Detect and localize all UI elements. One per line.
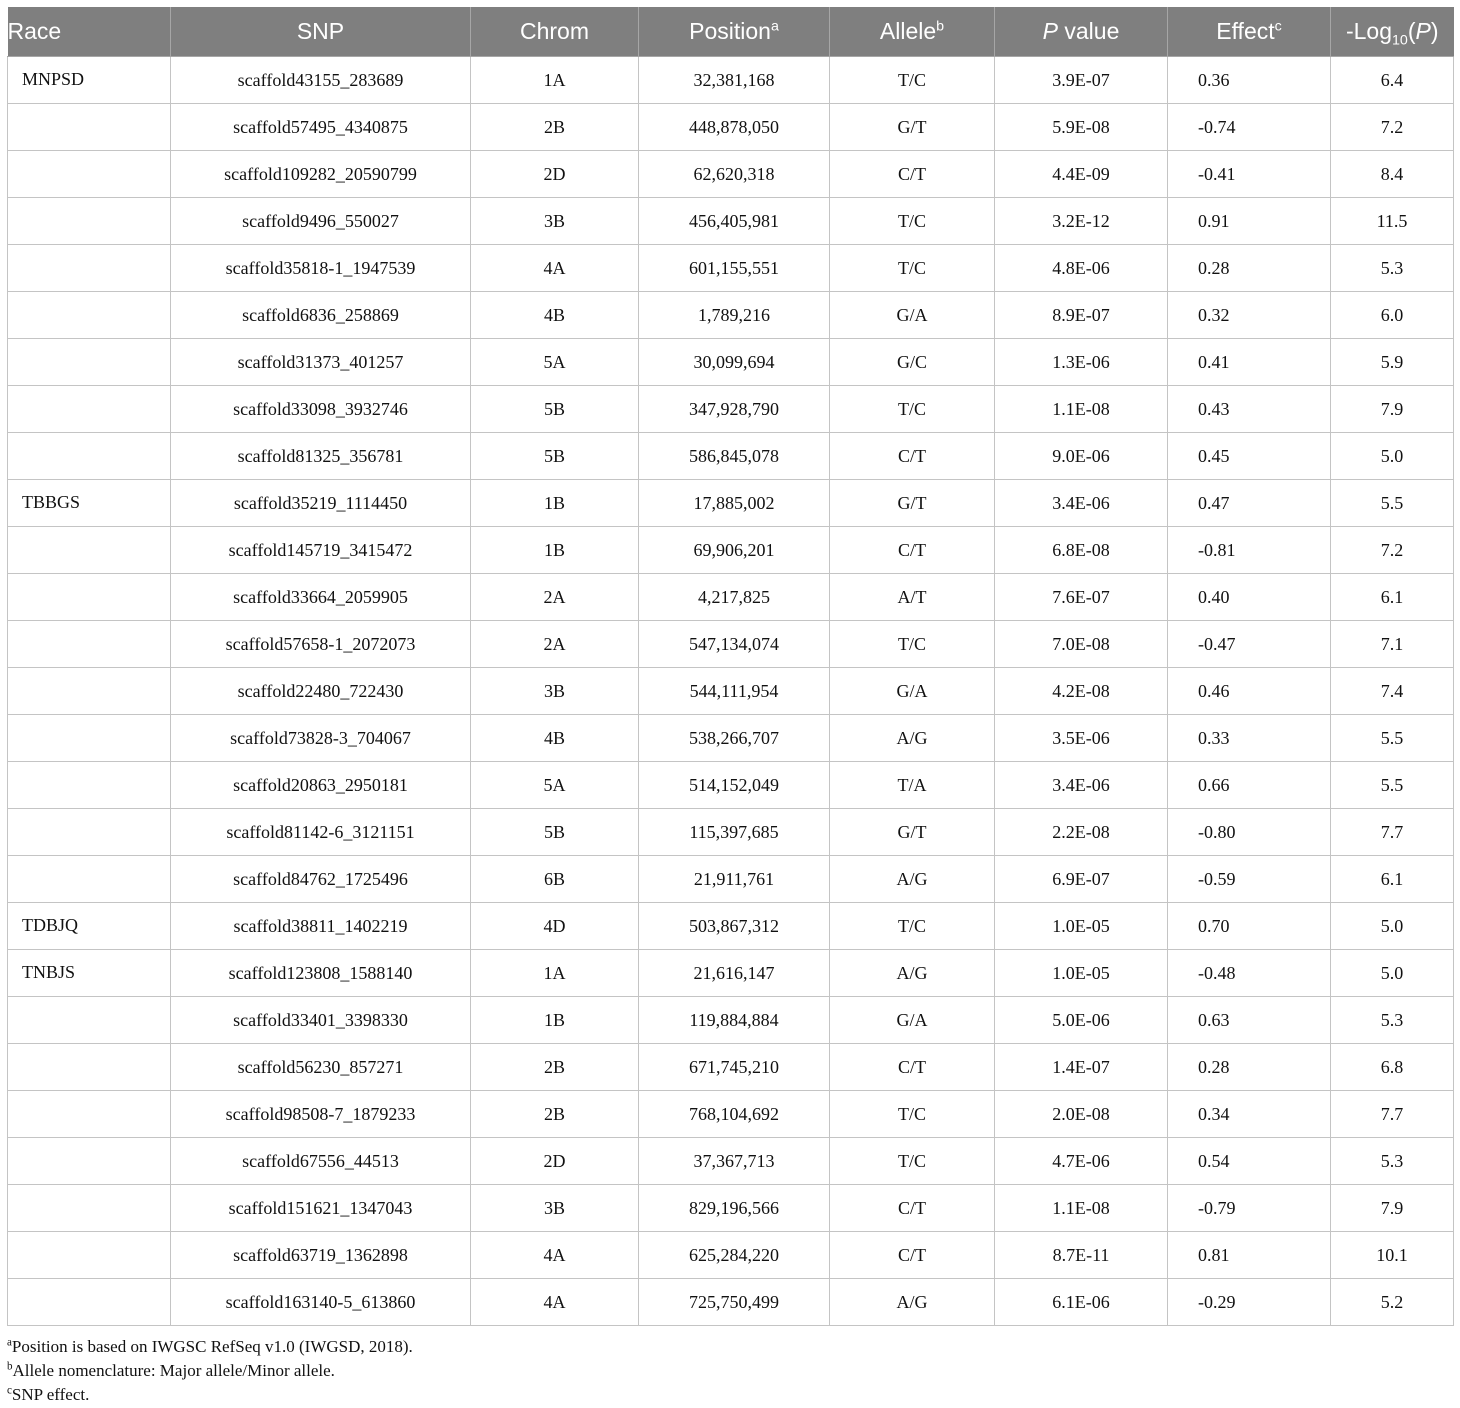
cell-race <box>8 668 171 715</box>
cell-snp: scaffold145719_3415472 <box>171 527 471 574</box>
cell-effect: -0.29 <box>1168 1279 1331 1326</box>
cell-race <box>8 574 171 621</box>
cell-effect: 0.36 <box>1168 57 1331 104</box>
cell-neg-log10-p: 6.1 <box>1331 856 1454 903</box>
cell-allele: T/C <box>830 198 995 245</box>
table-row <box>8 527 1454 574</box>
cell-race <box>8 245 171 292</box>
cell-effect: -0.59 <box>1168 856 1331 903</box>
header-allele: Allele$^b$ <box>830 7 995 57</box>
cell-effect: -0.41 <box>1168 151 1331 198</box>
cell-position: 601,155,551 <box>639 245 830 292</box>
cell-pvalue: 2.2E-08 <box>995 809 1168 856</box>
cell-snp: scaffold57495_4340875 <box>171 104 471 151</box>
cell-allele: C/T <box>830 1185 995 1232</box>
cell-chrom: 4B <box>471 715 639 762</box>
cell-neg-log10-p: 5.3 <box>1331 997 1454 1044</box>
cell-effect: 0.54 <box>1168 1138 1331 1185</box>
cell-snp: scaffold33401_3398330 <box>171 997 471 1044</box>
table-row <box>8 339 1454 386</box>
cell-race: TBBGS <box>8 480 171 527</box>
cell-snp: scaffold33098_3932746 <box>171 386 471 433</box>
cell-chrom: 3B <box>471 1185 639 1232</box>
cell-effect: 0.40 <box>1168 574 1331 621</box>
cell-allele: C/T <box>830 527 995 574</box>
cell-neg-log10-p: 11.5 <box>1331 198 1454 245</box>
cell-pvalue: 4.4E-09 <box>995 151 1168 198</box>
cell-neg-log10-p: 5.2 <box>1331 1279 1454 1326</box>
cell-snp: scaffold98508-7_1879233 <box>171 1091 471 1138</box>
cell-position: 768,104,692 <box>639 1091 830 1138</box>
cell-neg-log10-p: 7.2 <box>1331 527 1454 574</box>
cell-pvalue: 3.5E-06 <box>995 715 1168 762</box>
table-body <box>8 57 1454 1326</box>
cell-race <box>8 1091 171 1138</box>
cell-pvalue: 8.9E-07 <box>995 292 1168 339</box>
cell-position: 17,885,002 <box>639 480 830 527</box>
table-row <box>8 1138 1454 1185</box>
header-chrom: Chrom <box>471 7 639 57</box>
cell-neg-log10-p: 5.0 <box>1331 433 1454 480</box>
cell-chrom: 2B <box>471 104 639 151</box>
table-row <box>8 245 1454 292</box>
cell-race <box>8 1185 171 1232</box>
cell-neg-log10-p: 7.2 <box>1331 104 1454 151</box>
table-row <box>8 574 1454 621</box>
cell-chrom: 2D <box>471 1138 639 1185</box>
cell-race <box>8 433 171 480</box>
cell-race <box>8 527 171 574</box>
cell-pvalue: 9.0E-06 <box>995 433 1168 480</box>
cell-chrom: 2A <box>471 621 639 668</box>
cell-position: 115,397,685 <box>639 809 830 856</box>
cell-allele: T/C <box>830 57 995 104</box>
cell-pvalue: 5.9E-08 <box>995 104 1168 151</box>
cell-snp: scaffold123808_1588140 <box>171 950 471 997</box>
cell-effect: -0.47 <box>1168 621 1331 668</box>
cell-position: 503,867,312 <box>639 903 830 950</box>
table-row <box>8 1279 1454 1326</box>
table-row <box>8 1232 1454 1279</box>
cell-pvalue: 1.0E-05 <box>995 903 1168 950</box>
cell-chrom: 4D <box>471 903 639 950</box>
table-row <box>8 1091 1454 1138</box>
cell-pvalue: 7.6E-07 <box>995 574 1168 621</box>
cell-effect: -0.74 <box>1168 104 1331 151</box>
cell-neg-log10-p: 7.7 <box>1331 1091 1454 1138</box>
cell-position: 586,845,078 <box>639 433 830 480</box>
cell-snp: scaffold81142-6_3121151 <box>171 809 471 856</box>
cell-neg-log10-p: 7.1 <box>1331 621 1454 668</box>
cell-position: 538,266,707 <box>639 715 830 762</box>
cell-allele: G/A <box>830 997 995 1044</box>
cell-chrom: 2B <box>471 1091 639 1138</box>
table-row <box>8 715 1454 762</box>
cell-chrom: 4A <box>471 1279 639 1326</box>
cell-race: TDBJQ <box>8 903 171 950</box>
cell-effect: 0.28 <box>1168 245 1331 292</box>
header-race: Race <box>8 7 171 57</box>
footnotes <box>7 1335 413 1407</box>
table-row <box>8 903 1454 950</box>
header-snp: SNP <box>171 7 471 57</box>
cell-allele: G/T <box>830 809 995 856</box>
cell-allele: T/C <box>830 1091 995 1138</box>
cell-position: 456,405,981 <box>639 198 830 245</box>
cell-chrom: 1B <box>471 997 639 1044</box>
cell-chrom: 4A <box>471 1232 639 1279</box>
cell-snp: scaffold38811_1402219 <box>171 903 471 950</box>
cell-snp: scaffold20863_2950181 <box>171 762 471 809</box>
cell-neg-log10-p: 5.9 <box>1331 339 1454 386</box>
cell-position: 37,367,713 <box>639 1138 830 1185</box>
table-row <box>8 762 1454 809</box>
cell-pvalue: 6.9E-07 <box>995 856 1168 903</box>
cell-neg-log10-p: 7.4 <box>1331 668 1454 715</box>
cell-race <box>8 292 171 339</box>
cell-chrom: 5B <box>471 433 639 480</box>
cell-chrom: 1A <box>471 57 639 104</box>
cell-position: 547,134,074 <box>639 621 830 668</box>
cell-chrom: 5B <box>471 809 639 856</box>
header-pvalue: P value <box>995 7 1168 57</box>
table-row <box>8 386 1454 433</box>
cell-race <box>8 809 171 856</box>
cell-allele: A/G <box>830 856 995 903</box>
cell-allele: G/A <box>830 668 995 715</box>
cell-snp: scaffold81325_356781 <box>171 433 471 480</box>
cell-chrom: 3B <box>471 198 639 245</box>
header-row <box>8 7 1454 57</box>
cell-pvalue: 3.4E-06 <box>995 762 1168 809</box>
cell-allele: C/T <box>830 433 995 480</box>
cell-allele: A/T <box>830 574 995 621</box>
cell-effect: 0.63 <box>1168 997 1331 1044</box>
cell-effect: 0.41 <box>1168 339 1331 386</box>
cell-effect: 0.32 <box>1168 292 1331 339</box>
table-row <box>8 198 1454 245</box>
cell-chrom: 5A <box>471 339 639 386</box>
cell-race <box>8 715 171 762</box>
cell-pvalue: 3.2E-12 <box>995 198 1168 245</box>
cell-position: 32,381,168 <box>639 57 830 104</box>
cell-position: 21,911,761 <box>639 856 830 903</box>
cell-race <box>8 621 171 668</box>
cell-position: 544,111,954 <box>639 668 830 715</box>
cell-allele: A/G <box>830 1279 995 1326</box>
cell-chrom: 3B <box>471 668 639 715</box>
cell-neg-log10-p: 10.1 <box>1331 1232 1454 1279</box>
cell-position: 829,196,566 <box>639 1185 830 1232</box>
cell-neg-log10-p: 5.5 <box>1331 715 1454 762</box>
cell-allele: T/C <box>830 1138 995 1185</box>
header-position: Position$^a$ <box>639 7 830 57</box>
cell-chrom: 4A <box>471 245 639 292</box>
cell-race: TNBJS <box>8 950 171 997</box>
cell-chrom: 5B <box>471 386 639 433</box>
cell-snp: scaffold63719_1362898 <box>171 1232 471 1279</box>
cell-allele: T/C <box>830 386 995 433</box>
footnote-b: $^b$Allele nomenclature: Major allele/Minor allele. <box>7 1360 335 1380</box>
cell-position: 62,620,318 <box>639 151 830 198</box>
cell-race: MNPSD <box>8 57 171 104</box>
cell-pvalue: 1.1E-08 <box>995 386 1168 433</box>
table-row <box>8 433 1454 480</box>
cell-position: 514,152,049 <box>639 762 830 809</box>
cell-pvalue: 8.7E-11 <box>995 1232 1168 1279</box>
table-row <box>8 292 1454 339</box>
footnote-c: $^c$SNP effect. <box>7 1384 90 1404</box>
table-row <box>8 1044 1454 1091</box>
cell-chrom: 2A <box>471 574 639 621</box>
header-effect: Effect$^c$ <box>1168 7 1331 57</box>
cell-snp: scaffold109282_20590799 <box>171 151 471 198</box>
cell-effect: 0.33 <box>1168 715 1331 762</box>
cell-race <box>8 856 171 903</box>
cell-position: 448,878,050 <box>639 104 830 151</box>
snp-results-table <box>7 7 1454 1326</box>
table-row <box>8 104 1454 151</box>
cell-neg-log10-p: 5.0 <box>1331 950 1454 997</box>
cell-allele: A/G <box>830 950 995 997</box>
cell-pvalue: 4.7E-06 <box>995 1138 1168 1185</box>
cell-neg-log10-p: 7.7 <box>1331 809 1454 856</box>
cell-race <box>8 1232 171 1279</box>
cell-snp: scaffold151621_1347043 <box>171 1185 471 1232</box>
table-row <box>8 997 1454 1044</box>
cell-effect: 0.28 <box>1168 1044 1331 1091</box>
cell-position: 725,750,499 <box>639 1279 830 1326</box>
table-row <box>8 621 1454 668</box>
cell-neg-log10-p: 5.0 <box>1331 903 1454 950</box>
cell-snp: scaffold6836_258869 <box>171 292 471 339</box>
cell-snp: scaffold9496_550027 <box>171 198 471 245</box>
cell-snp: scaffold35219_1114450 <box>171 480 471 527</box>
cell-race <box>8 198 171 245</box>
table-row <box>8 1185 1454 1232</box>
cell-neg-log10-p: 6.8 <box>1331 1044 1454 1091</box>
table-row <box>8 809 1454 856</box>
cell-allele: C/T <box>830 1044 995 1091</box>
cell-snp: scaffold67556_44513 <box>171 1138 471 1185</box>
cell-neg-log10-p: 5.5 <box>1331 762 1454 809</box>
cell-snp: scaffold31373_401257 <box>171 339 471 386</box>
cell-allele: T/C <box>830 245 995 292</box>
cell-race <box>8 762 171 809</box>
cell-pvalue: 4.8E-06 <box>995 245 1168 292</box>
cell-pvalue: 3.9E-07 <box>995 57 1168 104</box>
cell-neg-log10-p: 7.9 <box>1331 1185 1454 1232</box>
cell-neg-log10-p: 6.4 <box>1331 57 1454 104</box>
cell-chrom: 2B <box>471 1044 639 1091</box>
cell-snp: scaffold84762_1725496 <box>171 856 471 903</box>
cell-effect: 0.45 <box>1168 433 1331 480</box>
cell-effect: 0.91 <box>1168 198 1331 245</box>
cell-pvalue: 1.3E-06 <box>995 339 1168 386</box>
cell-chrom: 1B <box>471 480 639 527</box>
cell-pvalue: 2.0E-08 <box>995 1091 1168 1138</box>
cell-effect: -0.48 <box>1168 950 1331 997</box>
cell-pvalue: 6.1E-06 <box>995 1279 1168 1326</box>
cell-allele: T/C <box>830 621 995 668</box>
cell-pvalue: 3.4E-06 <box>995 480 1168 527</box>
cell-effect: 0.34 <box>1168 1091 1331 1138</box>
cell-position: 1,789,216 <box>639 292 830 339</box>
cell-allele: G/T <box>830 104 995 151</box>
cell-allele: C/T <box>830 151 995 198</box>
cell-position: 671,745,210 <box>639 1044 830 1091</box>
cell-allele: G/C <box>830 339 995 386</box>
cell-snp: scaffold43155_283689 <box>171 57 471 104</box>
cell-effect: -0.80 <box>1168 809 1331 856</box>
cell-snp: scaffold35818-1_1947539 <box>171 245 471 292</box>
cell-race <box>8 339 171 386</box>
cell-pvalue: 1.1E-08 <box>995 1185 1168 1232</box>
cell-pvalue: 1.0E-05 <box>995 950 1168 997</box>
cell-snp: scaffold163140-5_613860 <box>171 1279 471 1326</box>
cell-race <box>8 1279 171 1326</box>
cell-snp: scaffold56230_857271 <box>171 1044 471 1091</box>
cell-pvalue: 6.8E-08 <box>995 527 1168 574</box>
header-neg-log10-p: -Log$_{10}$(P) <box>1331 7 1454 57</box>
cell-neg-log10-p: 8.4 <box>1331 151 1454 198</box>
table-row <box>8 151 1454 198</box>
cell-effect: -0.81 <box>1168 527 1331 574</box>
cell-race <box>8 151 171 198</box>
cell-chrom: 1A <box>471 950 639 997</box>
table-row <box>8 480 1454 527</box>
cell-neg-log10-p: 5.3 <box>1331 1138 1454 1185</box>
cell-neg-log10-p: 5.5 <box>1331 480 1454 527</box>
cell-snp: scaffold57658-1_2072073 <box>171 621 471 668</box>
footnote-a: $^a$Position is based on IWGSC RefSeq v1.0 (IWGSD, 2018). <box>7 1336 413 1356</box>
cell-snp: scaffold22480_722430 <box>171 668 471 715</box>
table-container <box>7 7 1453 1326</box>
cell-race <box>8 997 171 1044</box>
cell-chrom: 1B <box>471 527 639 574</box>
cell-position: 347,928,790 <box>639 386 830 433</box>
cell-snp: scaffold33664_2059905 <box>171 574 471 621</box>
cell-neg-log10-p: 6.1 <box>1331 574 1454 621</box>
cell-race <box>8 1138 171 1185</box>
cell-race <box>8 104 171 151</box>
table-row <box>8 856 1454 903</box>
cell-allele: A/G <box>830 715 995 762</box>
cell-position: 69,906,201 <box>639 527 830 574</box>
cell-chrom: 4B <box>471 292 639 339</box>
table-row <box>8 57 1454 104</box>
table-row <box>8 950 1454 997</box>
cell-effect: 0.47 <box>1168 480 1331 527</box>
cell-allele: G/A <box>830 292 995 339</box>
cell-chrom: 5A <box>471 762 639 809</box>
cell-position: 625,284,220 <box>639 1232 830 1279</box>
cell-snp: scaffold73828-3_704067 <box>171 715 471 762</box>
cell-neg-log10-p: 5.3 <box>1331 245 1454 292</box>
cell-pvalue: 7.0E-08 <box>995 621 1168 668</box>
cell-effect: 0.46 <box>1168 668 1331 715</box>
table-row <box>8 668 1454 715</box>
cell-chrom: 2D <box>471 151 639 198</box>
cell-position: 30,099,694 <box>639 339 830 386</box>
cell-pvalue: 5.0E-06 <box>995 997 1168 1044</box>
cell-allele: T/A <box>830 762 995 809</box>
cell-allele: C/T <box>830 1232 995 1279</box>
cell-effect: 0.66 <box>1168 762 1331 809</box>
cell-effect: -0.79 <box>1168 1185 1331 1232</box>
cell-position: 119,884,884 <box>639 997 830 1044</box>
cell-position: 21,616,147 <box>639 950 830 997</box>
cell-neg-log10-p: 6.0 <box>1331 292 1454 339</box>
cell-neg-log10-p: 7.9 <box>1331 386 1454 433</box>
cell-race <box>8 386 171 433</box>
cell-position: 4,217,825 <box>639 574 830 621</box>
cell-effect: 0.81 <box>1168 1232 1331 1279</box>
cell-pvalue: 4.2E-08 <box>995 668 1168 715</box>
cell-allele: G/T <box>830 480 995 527</box>
cell-pvalue: 1.4E-07 <box>995 1044 1168 1091</box>
cell-effect: 0.43 <box>1168 386 1331 433</box>
cell-allele: T/C <box>830 903 995 950</box>
cell-effect: 0.70 <box>1168 903 1331 950</box>
cell-race <box>8 1044 171 1091</box>
cell-chrom: 6B <box>471 856 639 903</box>
